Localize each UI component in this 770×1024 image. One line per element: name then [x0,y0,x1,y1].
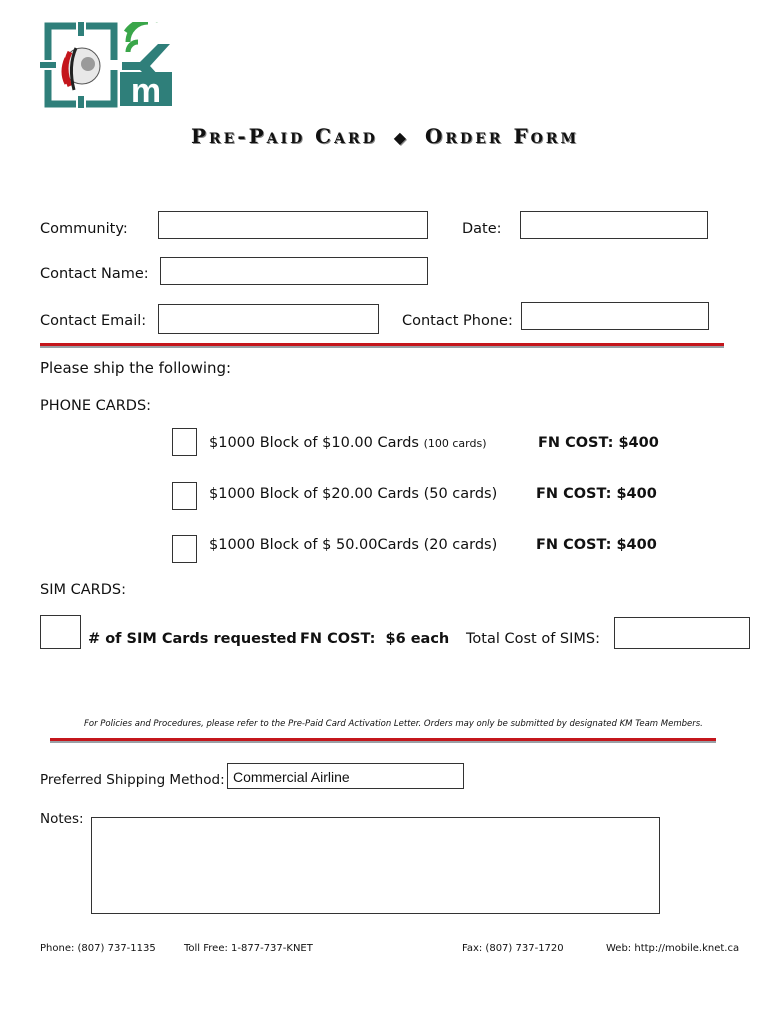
notes-label: Notes: [40,811,84,827]
sim-cost: FN COST: $6 each [300,631,450,647]
diamond-icon: ◆ [393,128,410,147]
phone-cards-heading: PHONE CARDS: [40,398,152,414]
community-label: Community: [40,221,128,237]
policy-notice: For Policies and Procedures, please refer to the Pre-Paid Card Activation Letter. Orders may only be submitted by designated KM Team Members. [84,719,703,729]
contact-phone-input[interactable] [521,302,709,330]
title-right: Order Form [425,124,579,148]
sim-requested-label: # of SIM Cards requested [88,631,297,647]
contact-name-input[interactable] [160,257,428,285]
shipping-method-field[interactable] [227,763,464,789]
footer-toll-free: Toll Free: 1-877-737-KNET [184,943,313,954]
phone-card-20-checkbox[interactable] [172,482,197,510]
contact-email-label: Contact Email: [40,313,147,329]
date-label: Date: [462,221,502,237]
phone-card-10-label: $1000 Block of $10.00 Cards (100 cards) [209,435,487,451]
ship-heading: Please ship the following: [40,359,232,377]
title-left: Pre-Paid Card [190,124,378,148]
form-title [0,124,770,148]
footer-phone: Phone: (807) 737-1135 [40,943,156,954]
divider-top [40,343,724,348]
phone-card-20-label: $1000 Block of $20.00 Cards (50 cards) [209,486,498,502]
contact-email-input[interactable] [158,304,379,334]
footer-fax: Fax: (807) 737-1720 [462,943,564,954]
community-input[interactable] [158,211,428,239]
contact-phone-label: Contact Phone: [402,313,513,329]
km-logo [40,22,176,110]
shipping-label: Preferred Shipping Method: [40,772,225,788]
sim-cards-heading: SIM CARDS: [40,582,126,598]
sim-total-input[interactable] [614,617,750,649]
sim-total-label: Total Cost of SIMS: [466,631,600,647]
phone-card-50-checkbox[interactable] [172,535,197,563]
contact-name-label: Contact Name: [40,266,149,282]
date-input[interactable] [520,211,708,239]
notes-textarea[interactable] [91,817,660,914]
footer-web[interactable]: Web: http://mobile.knet.ca [606,943,740,954]
sim-quantity-input[interactable] [40,615,81,649]
svg-text:m: m [130,72,162,110]
phone-card-10-qty: (100 cards) [423,437,487,450]
shipping-method-value: Commercial Airline [233,769,350,785]
phone-card-20-cost: FN COST: $400 [536,486,657,502]
phone-card-10-cost: FN COST: $400 [538,435,659,451]
phone-card-50-label: $1000 Block of $ 50.00Cards (20 cards) [209,537,498,553]
phone-card-50-cost: FN COST: $400 [536,537,657,553]
divider-bottom [50,738,716,743]
phone-card-10-checkbox[interactable] [172,428,197,456]
